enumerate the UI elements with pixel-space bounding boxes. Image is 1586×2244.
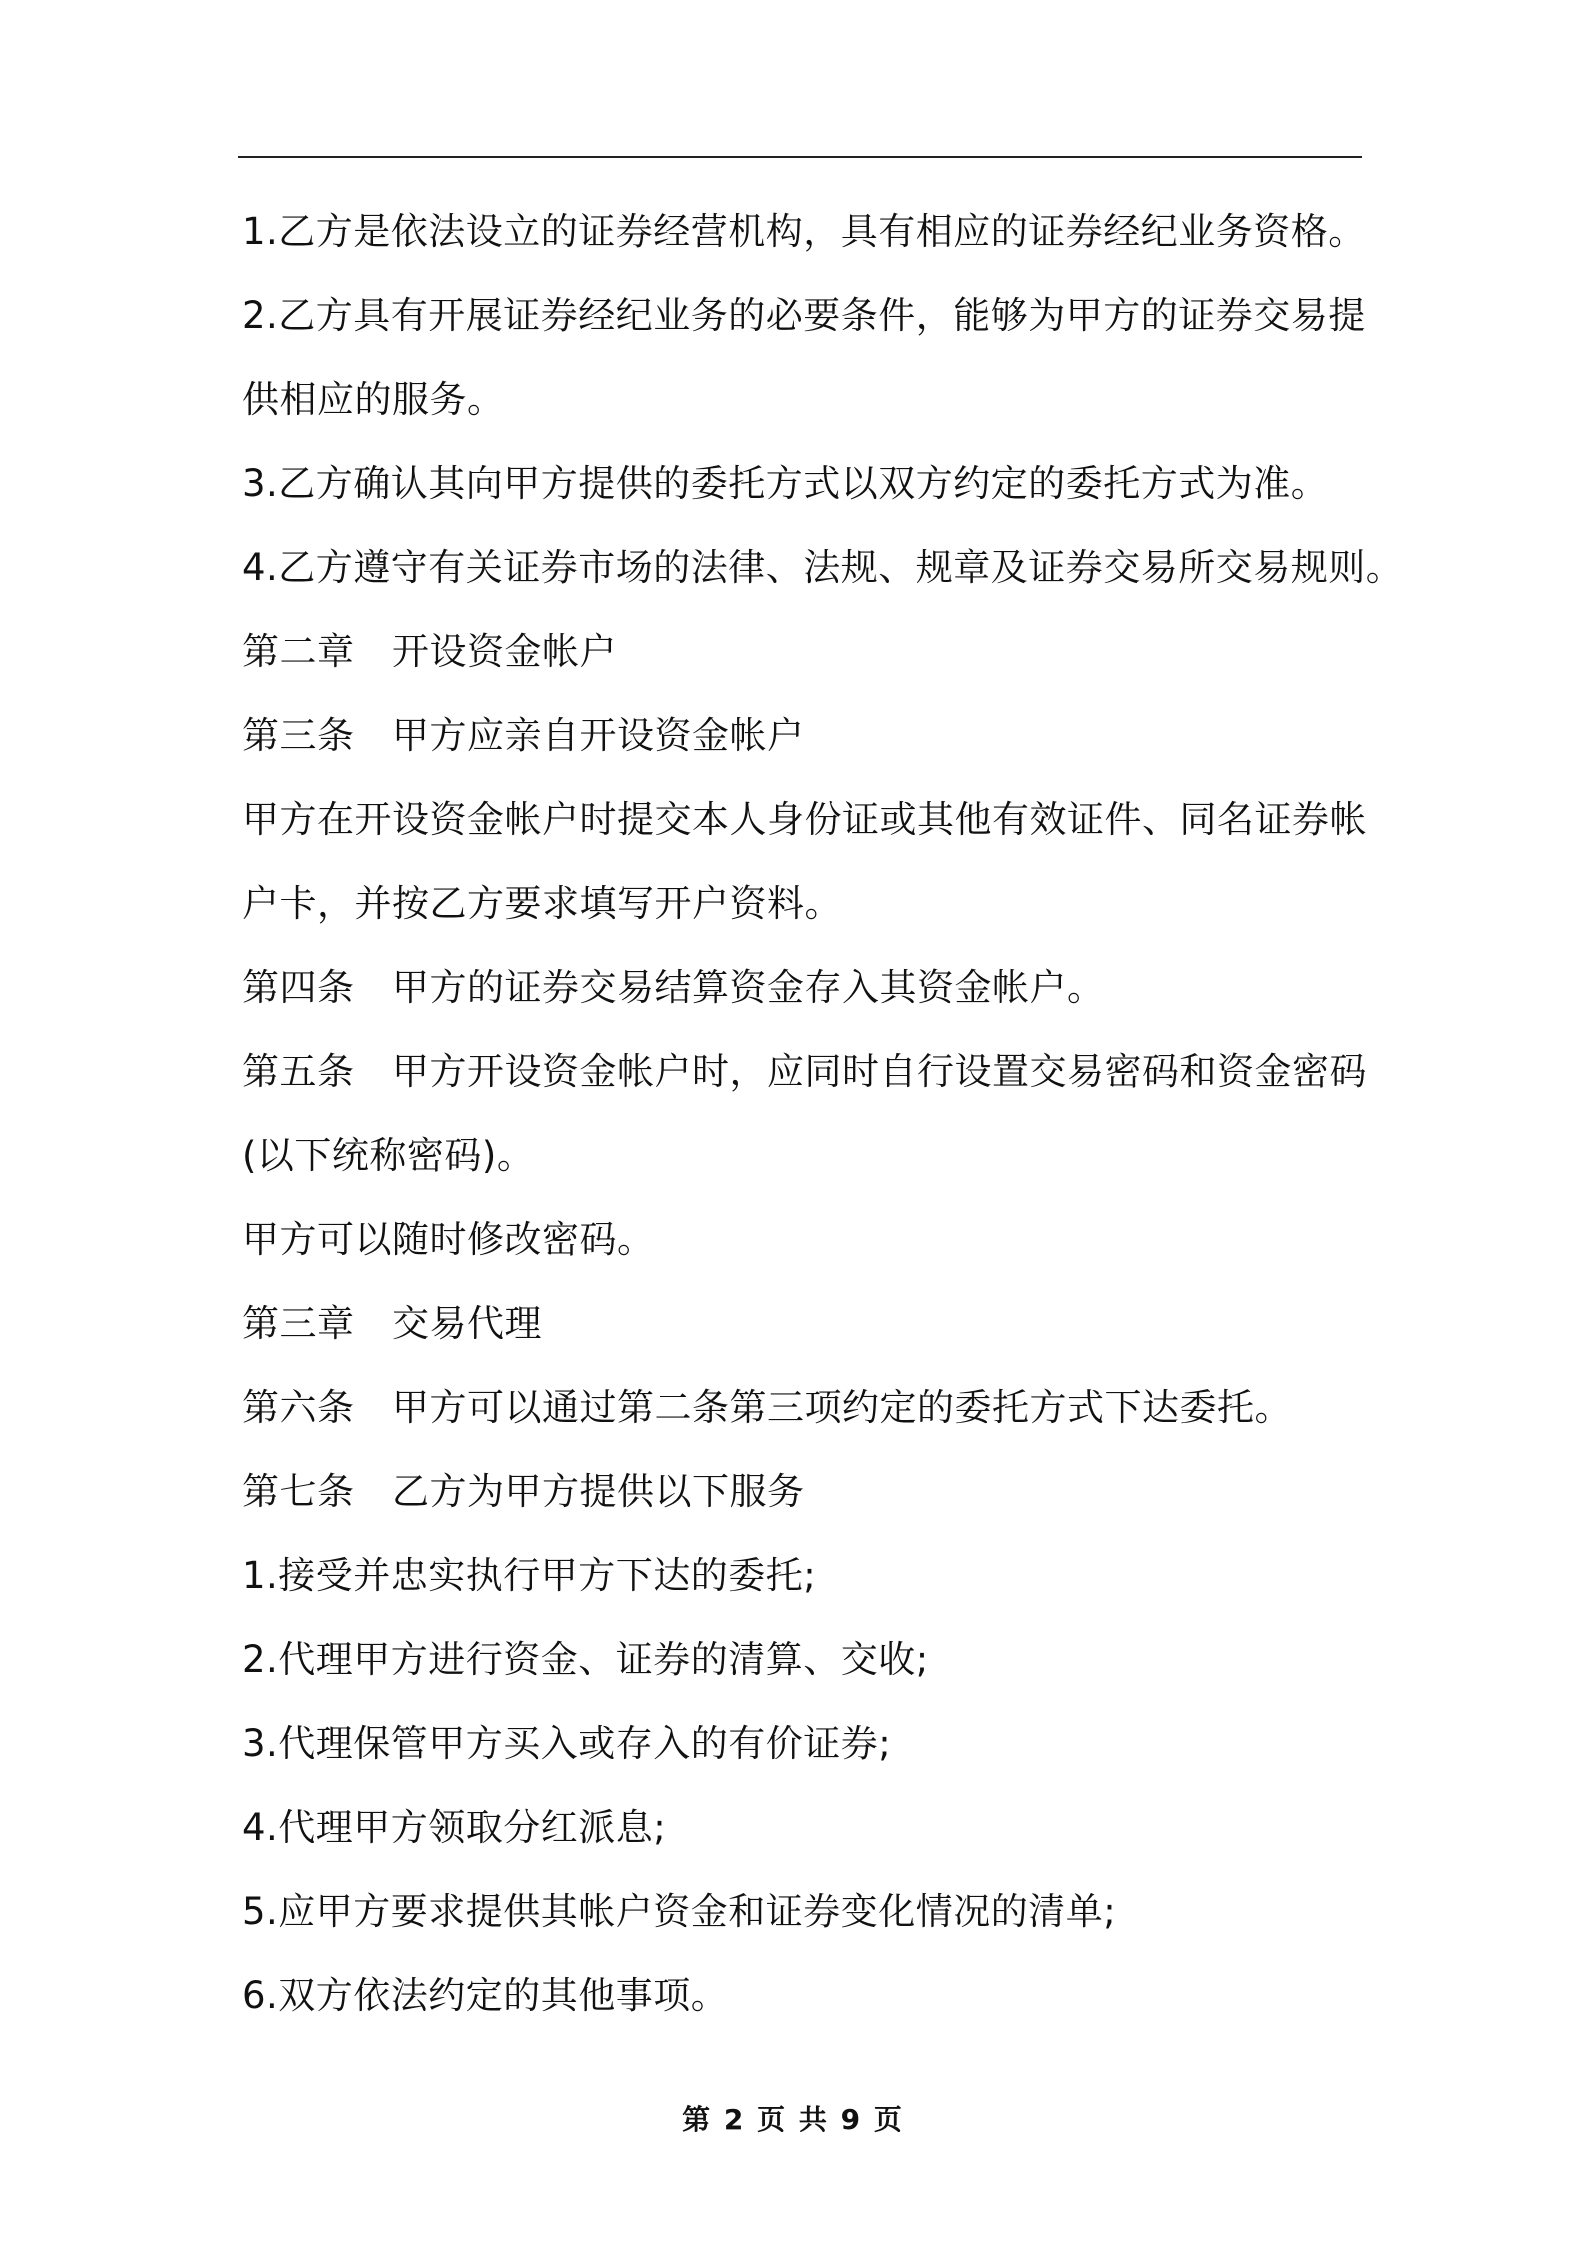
text-line-2: 2.乙方具有开展证券经纪业务的必要条件，能够为甲方的证券交易提 [242, 294, 1366, 337]
service-item-1: 1.接受并忠实执行甲方下达的委托; [242, 1554, 817, 1597]
text-line-9: 户卡，并按乙方要求填写开户资料。 [242, 882, 842, 925]
service-item-2: 2.代理甲方进行资金、证券的清算、交收; [242, 1638, 929, 1681]
service-item-4: 4.代理甲方领取分红派息; [242, 1806, 667, 1849]
page-number-footer: 第 2 页 共 9 页 [682, 2103, 904, 2136]
header-rule [238, 156, 1362, 158]
article-7-heading: 第七条 乙方为甲方提供以下服务 [242, 1470, 805, 1513]
article-4: 第四条 甲方的证券交易结算资金存入其资金帐户。 [242, 966, 1105, 1009]
text-line-13: 甲方可以随时修改密码。 [242, 1218, 655, 1261]
service-item-6: 6.双方依法约定的其他事项。 [242, 1974, 729, 2017]
chapter-heading-3: 第三章 交易代理 [242, 1302, 542, 1345]
article-6: 第六条 甲方可以通过第二条第三项约定的委托方式下达委托。 [242, 1386, 1292, 1429]
service-item-5: 5.应甲方要求提供其帐户资金和证券变化情况的清单; [242, 1890, 1117, 1933]
text-line-3: 供相应的服务。 [242, 378, 505, 421]
text-line-1: 1.乙方是依法设立的证券经营机构，具有相应的证券经纪业务资格。 [242, 210, 1366, 253]
article-3-heading: 第三条 甲方应亲自开设资金帐户 [242, 714, 805, 757]
text-line-5: 4.乙方遵守有关证券市场的法律、法规、规章及证券交易所交易规则。 [242, 546, 1404, 589]
service-item-3: 3.代理保管甲方买入或存入的有价证券; [242, 1722, 892, 1765]
text-line-12: (以下统称密码)。 [242, 1134, 535, 1177]
chapter-heading-2: 第二章 开设资金帐户 [242, 630, 617, 673]
text-line-4: 3.乙方确认其向甲方提供的委托方式以双方约定的委托方式为准。 [242, 462, 1329, 505]
body-text [242, 190, 1404, 2038]
article-5: 第五条 甲方开设资金帐户时，应同时自行设置交易密码和资金密码 [242, 1050, 1367, 1093]
text-line-8: 甲方在开设资金帐户时提交本人身份证或其他有效证件、同名证券帐 [242, 798, 1367, 841]
